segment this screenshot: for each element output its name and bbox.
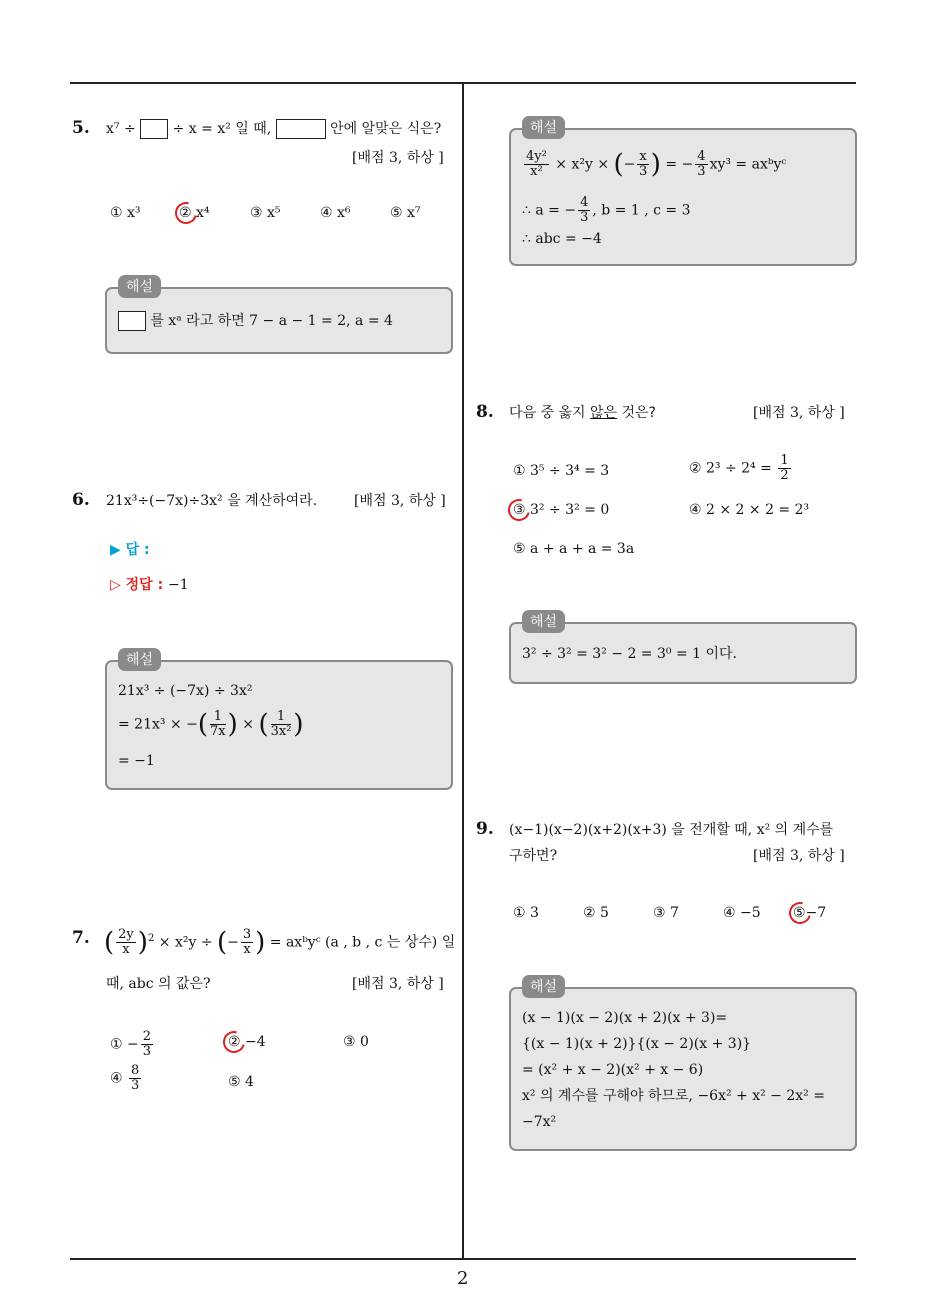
q9-choice-3[interactable]: ③ 7	[653, 905, 679, 921]
question-8-number: 8.	[476, 402, 494, 422]
q6-correct-label: ▷ 정답 :	[110, 577, 164, 593]
q7-sol-line-2a: ∴ a = −	[522, 202, 577, 219]
question-6-number: 6.	[72, 490, 90, 510]
q7-choice-4-frac: $\frac{8}{3}$	[131, 1063, 140, 1093]
q6-sol-line-2a: = 21x³ × −	[118, 716, 198, 733]
q5-blank-box	[140, 119, 168, 139]
q5-text-c: 안에 알맞은 식은?	[330, 121, 442, 137]
question-7-text: ( $\frac{2y}{x}$ )$^2$ × x²y ÷ (− $\frac{3}{x}$ ) = axᵇyᶜ (a , b , c 는 상수) 일	[104, 927, 456, 958]
q9-score: [배점 3, 하상 ]	[753, 848, 845, 864]
q9-solution-label: 해설	[522, 975, 565, 998]
q5-text-b: ÷ x = x² 일 때,	[172, 121, 272, 137]
q6-sol-line-2: = 21x³ × −( $\frac{1}{7x}$ ) × ( $\frac{1}{\text{3x²}}$ )	[118, 709, 304, 740]
q7-sol-b: = −	[665, 156, 694, 173]
q5-solution-label: 해설	[118, 275, 161, 298]
q6-solution-label: 해설	[118, 648, 161, 671]
q5-choice-3[interactable]: ③ x⁵	[250, 205, 281, 221]
q8-text-a: 다음 중 옳지	[509, 405, 586, 421]
q7-choice-4[interactable]	[110, 1064, 143, 1093]
q7-sol-line-2-frac: $\frac{4}{3}$	[580, 195, 589, 225]
q9-choice-4[interactable]: ④ −5	[723, 905, 761, 921]
q9-sol-line-1: (x − 1)(x − 2)(x + 2)(x + 3)=	[522, 1010, 728, 1026]
q7-text-b: = axᵇyᶜ (a , b , c 는 상수) 일	[269, 934, 456, 951]
q6-sol-line-1: 21x³ ÷ (−7x) ÷ 3x²	[118, 683, 253, 699]
q9-choice-2[interactable]: ② 5	[583, 905, 609, 921]
question-9-text-line-2: 구하면?	[509, 848, 558, 864]
q7-answer-circle-icon	[219, 1027, 249, 1057]
q8-choice-3-mark: ③	[513, 502, 526, 518]
q5-answer-circle-icon	[171, 198, 201, 228]
column-divider	[462, 83, 464, 1259]
q7-frac-a: $\frac{2y}{x}$	[118, 927, 134, 958]
q9-choice-5-mark: ⑤	[793, 905, 806, 921]
q5-solution-text	[118, 308, 393, 334]
q9-choice-5-value: −7	[805, 905, 827, 921]
q9-sol-line-4: x² 의 계수를 구해야 하므로, −6x² + x² − 2x² =	[522, 1088, 825, 1104]
q7-sol-line-1: $\frac{\text{4y²}}{\text{x²}}$ × x²y × (− $\frac{x}{3}$ ) = − $\frac{4}{3}$ xy³ = axᵇyᶜ	[526, 149, 787, 180]
q7-text-a: × x²y ÷	[158, 934, 213, 951]
q7-sol-a: × x²y ×	[555, 156, 610, 173]
q6-answer-label: ▶ 답 :	[110, 542, 150, 558]
q5-score: [배점 3, 하상 ]	[352, 150, 444, 166]
page-number: 2	[457, 1268, 469, 1289]
q7-text-line-2: 때, abc 의 값은?	[106, 976, 211, 992]
q7-choice-4-mark: ④	[110, 1070, 123, 1087]
q8-choice-4[interactable]: ④ 2 × 2 × 2 = 2³	[689, 502, 810, 518]
q7-sol-frac-2: $\frac{x}{3}$	[638, 149, 648, 179]
q7-solution-label: 해설	[522, 116, 565, 139]
q7-choice-5[interactable]: ⑤ 4	[228, 1074, 254, 1090]
bottom-rule	[70, 1258, 856, 1260]
question-7-number: 7.	[72, 928, 90, 948]
q6-sol-frac-1: $\frac{1}{7x}$	[210, 709, 226, 739]
q7-frac-b: $\frac{3}{x}$	[242, 927, 252, 958]
q7-choice-1-mark: ① −	[110, 1036, 139, 1053]
q7-sol-line-2	[522, 196, 691, 225]
q5-choice-1[interactable]: ① x³	[110, 205, 141, 221]
q7-sol-frac-1: $\frac{\text{4y²}}{\text{x²}}$	[526, 149, 547, 179]
q8-choice-1[interactable]: ① 3⁵ ÷ 3⁴ = 3	[513, 463, 610, 479]
q8-choice-2[interactable]	[689, 454, 793, 483]
q7-choice-1-frac: $\frac{2}{3}$	[142, 1029, 152, 1059]
q7-choice-2-value: −4	[245, 1034, 266, 1050]
q5-choice-2-text: x⁴	[196, 205, 210, 221]
question-5-number: 5.	[72, 118, 90, 138]
q5-blank-box-2	[276, 119, 326, 139]
q5-text-a: x⁷ ÷	[106, 121, 136, 137]
q9-answer-circle-icon	[785, 898, 815, 928]
q9-sol-line-5: −7x²	[522, 1114, 557, 1130]
q9-sol-line-3: = (x² + x − 2)(x² + x − 6)	[522, 1062, 704, 1078]
q6-sol-frac-2: $\frac{1}{\text{3x²}}$	[270, 709, 292, 739]
q8-choice-2-frac: $\frac{1}{2}$	[780, 453, 789, 483]
question-8-text	[509, 402, 656, 424]
q5-sol-blank-box	[118, 311, 146, 331]
q7-score: [배점 3, 하상 ]	[352, 976, 444, 992]
q7-sol-frac-3: $\frac{4}{3}$	[697, 149, 706, 179]
q6-score: [배점 3, 하상 ]	[354, 493, 446, 509]
q8-choice-5[interactable]: ⑤ a + a + a = 3a	[513, 541, 635, 557]
q5-choice-4[interactable]: ④ x⁶	[320, 205, 351, 221]
q8-choice-3-text: 3² ÷ 3² = 0	[530, 502, 610, 518]
q5-sol-line: 를 xᵃ 라고 하면 7 − a − 1 = 2, a = 4	[150, 313, 393, 329]
question-5-text	[106, 118, 441, 140]
q8-text-underlined: 않은	[589, 405, 618, 421]
q8-score: [배점 3, 하상 ]	[753, 405, 845, 421]
q8-choice-2-text: ② 2³ ÷ 2⁴ =	[689, 460, 772, 477]
q7-choice-1[interactable]	[110, 1030, 155, 1059]
q6-correct-value: −1	[168, 577, 189, 593]
q6-sol-line-3: = −1	[118, 753, 155, 769]
q9-choice-1[interactable]: ① 3	[513, 905, 539, 921]
q5-choice-2-mark: ②	[179, 205, 192, 221]
q9-sol-line-2: {(x − 1)(x + 2)}{(x − 2)(x + 3)}	[522, 1036, 752, 1052]
q6-correct-answer	[110, 574, 189, 594]
q6-sol-times: ×	[242, 716, 254, 733]
question-9-number: 9.	[476, 819, 494, 839]
q7-sol-c: xy³ = axᵇyᶜ	[709, 156, 787, 173]
q7-sol-line-3: ∴ abc = −4	[522, 231, 602, 247]
q7-choice-2-mark: ②	[228, 1034, 241, 1050]
question-6-text: 21x³÷(−7x)÷3x² 을 계산하여라.	[106, 493, 318, 509]
q5-choice-5[interactable]: ⑤ x⁷	[390, 205, 421, 221]
q8-text-b: 것은?	[621, 405, 656, 421]
q8-answer-circle-icon	[504, 495, 534, 525]
q7-choice-3[interactable]: ③ 0	[343, 1034, 369, 1050]
q8-sol-line: 3² ÷ 3² = 3² − 2 = 3⁰ = 1 이다.	[522, 646, 737, 662]
question-9-text-line-1: (x−1)(x−2)(x+2)(x+3) 을 전개할 때, x² 의 계수를	[509, 822, 834, 838]
q7-sol-line-2b: , b = 1 , c = 3	[592, 202, 691, 219]
q8-solution-label: 해설	[522, 610, 565, 633]
